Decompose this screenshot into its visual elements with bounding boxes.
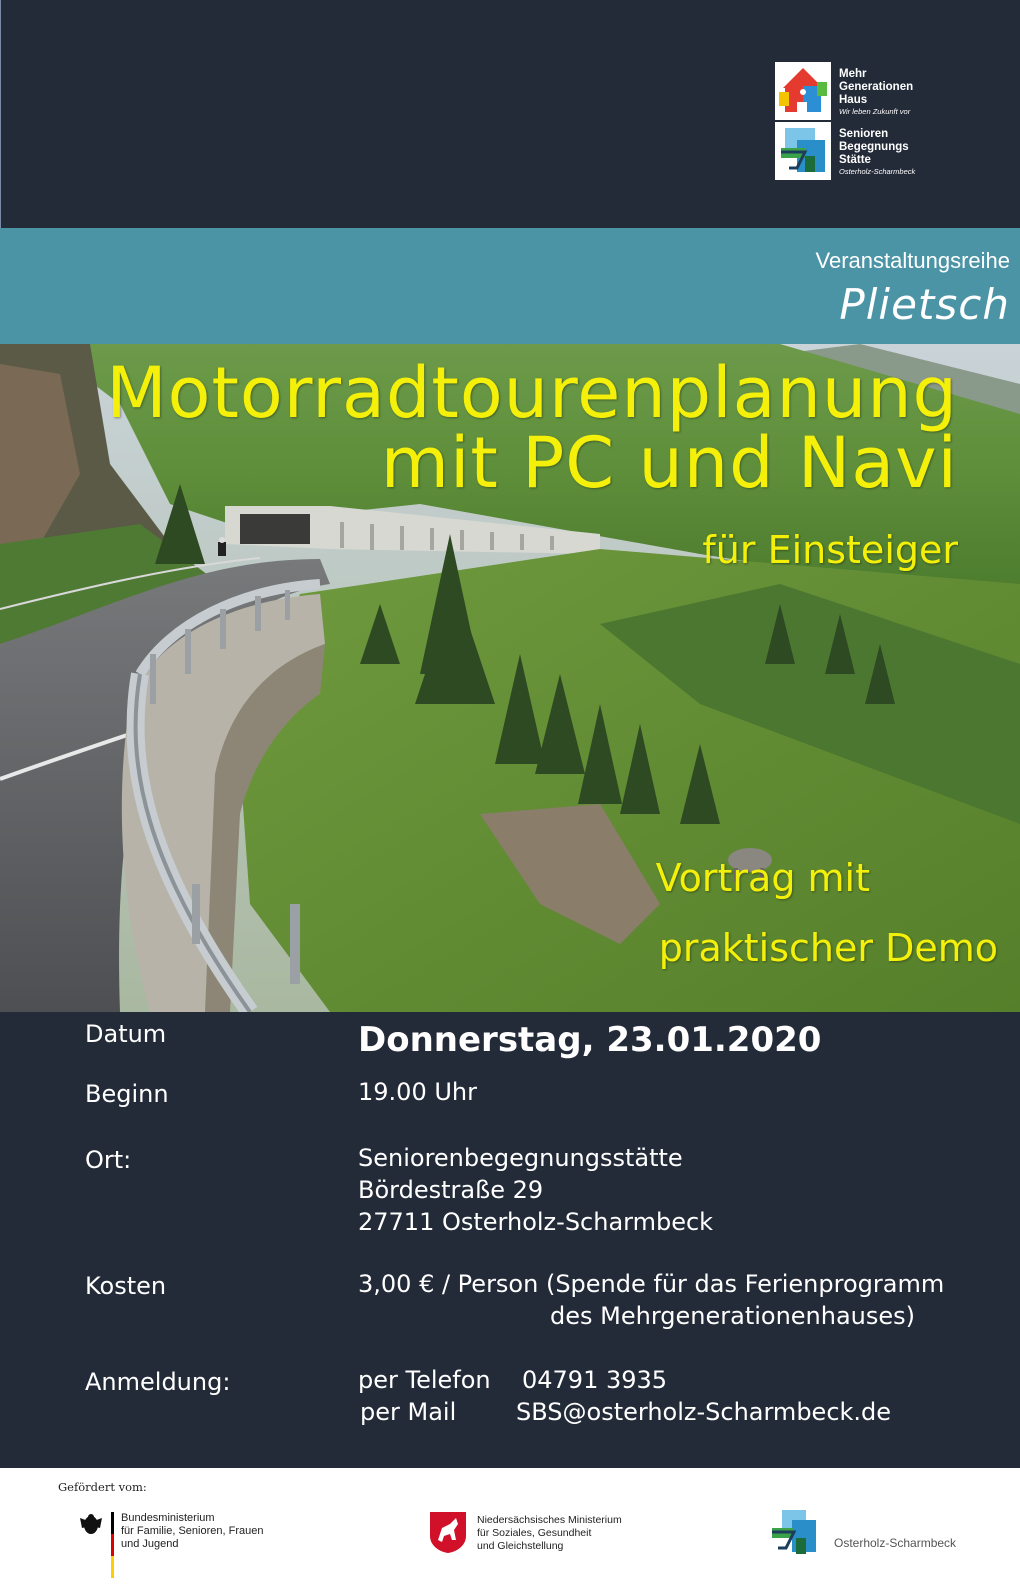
funded-by-label: Gefördert vom:: [58, 1480, 147, 1494]
mehrgenerationenhaus-text: [839, 68, 913, 117]
mehrgenerationenhaus-logo: [775, 62, 935, 180]
cost-label: Kosten: [85, 1272, 167, 1300]
logo2-line1: Senioren: [839, 128, 889, 140]
headline-line1: Motorradtourenplanung: [106, 352, 958, 434]
registration-label: Anmeldung:: [85, 1368, 231, 1396]
logo-line2: Generationen: [839, 81, 914, 93]
headline-format-line2: praktischer Demo: [658, 926, 998, 970]
location-label: Ort:: [85, 1146, 132, 1174]
logo2-tagline: Osterholz-Scharmbeck: [839, 167, 916, 176]
mountain-road-photo: [0, 344, 1020, 1012]
location-line2: Bördestraße 29: [358, 1176, 544, 1204]
logo-tagline: Wir leben Zukunft vor: [839, 107, 911, 116]
phone-label: per Telefon: [358, 1366, 491, 1394]
seniorenbegegnungsstaette-icon: [775, 122, 831, 180]
date-value: Donnerstag, 23.01.2020: [358, 1020, 822, 1060]
logo-line3: Haus: [839, 94, 868, 106]
series-label: Veranstaltungsreihe: [815, 248, 1010, 273]
cost-value: [358, 1268, 944, 1332]
logo2-line2: Begegnungs: [839, 141, 909, 153]
federal-ministry-line1: Bundesministerium: [121, 1512, 215, 1524]
registration-value: [358, 1364, 891, 1428]
header: [0, 0, 1020, 228]
federal-eagle-icon: [78, 1512, 104, 1538]
state-ministry-text: [477, 1514, 637, 1553]
location-value: [358, 1142, 713, 1238]
headline-audience: für Einsteiger: [702, 528, 958, 572]
start-value: 19.00 Uhr: [358, 1078, 477, 1106]
federal-ministry-text: [121, 1512, 281, 1551]
series-name: Plietsch: [839, 280, 1010, 329]
logo2-line3: Stätte: [839, 154, 871, 166]
headline-format-line1: Vortrag mit: [655, 856, 870, 900]
federal-ministry-line2: für Familie, Senioren, Frauen: [121, 1525, 264, 1537]
mail-address[interactable]: SBS@osterholz-Scharmbeck.de: [516, 1398, 892, 1426]
house-icon: [775, 62, 831, 120]
mail-label: per Mail: [360, 1398, 457, 1426]
osterholz-scharmbeck-logo-icon: [768, 1508, 820, 1560]
cost-line2: des Mehrgenerationenhauses): [550, 1302, 916, 1330]
state-ministry-line2: für Soziales, Gesundheit: [477, 1527, 592, 1539]
state-ministry-line3: und Gleichstellung: [477, 1540, 564, 1552]
seniorenbegegnungsstaette-text: [839, 128, 915, 177]
cost-line1: 3,00 € / Person (Spende für das Ferienprogramm: [358, 1270, 945, 1298]
phone-number[interactable]: 04791 3935: [522, 1366, 668, 1394]
german-flag-bar: [111, 1512, 114, 1578]
logo-line1: Mehr: [839, 68, 867, 80]
location-line1: Seniorenbegegnungsstätte: [358, 1144, 683, 1172]
sponsor-footer: [0, 1468, 1020, 1587]
lower-saxony-horse-crest-icon: [428, 1510, 468, 1554]
city-name: Osterholz-Scharmbeck: [834, 1536, 957, 1550]
location-line3: 27711 Osterholz-Scharmbeck: [358, 1208, 714, 1236]
event-details: [0, 1012, 1020, 1468]
federal-ministry-line3: und Jugend: [121, 1538, 179, 1550]
start-label: Beginn: [85, 1080, 169, 1108]
state-ministry-line1: Niedersächsisches Ministerium: [477, 1514, 622, 1526]
date-label: Datum: [85, 1020, 167, 1048]
headline-line2: mit PC und Navi: [380, 422, 958, 504]
series-band: [0, 228, 1020, 344]
